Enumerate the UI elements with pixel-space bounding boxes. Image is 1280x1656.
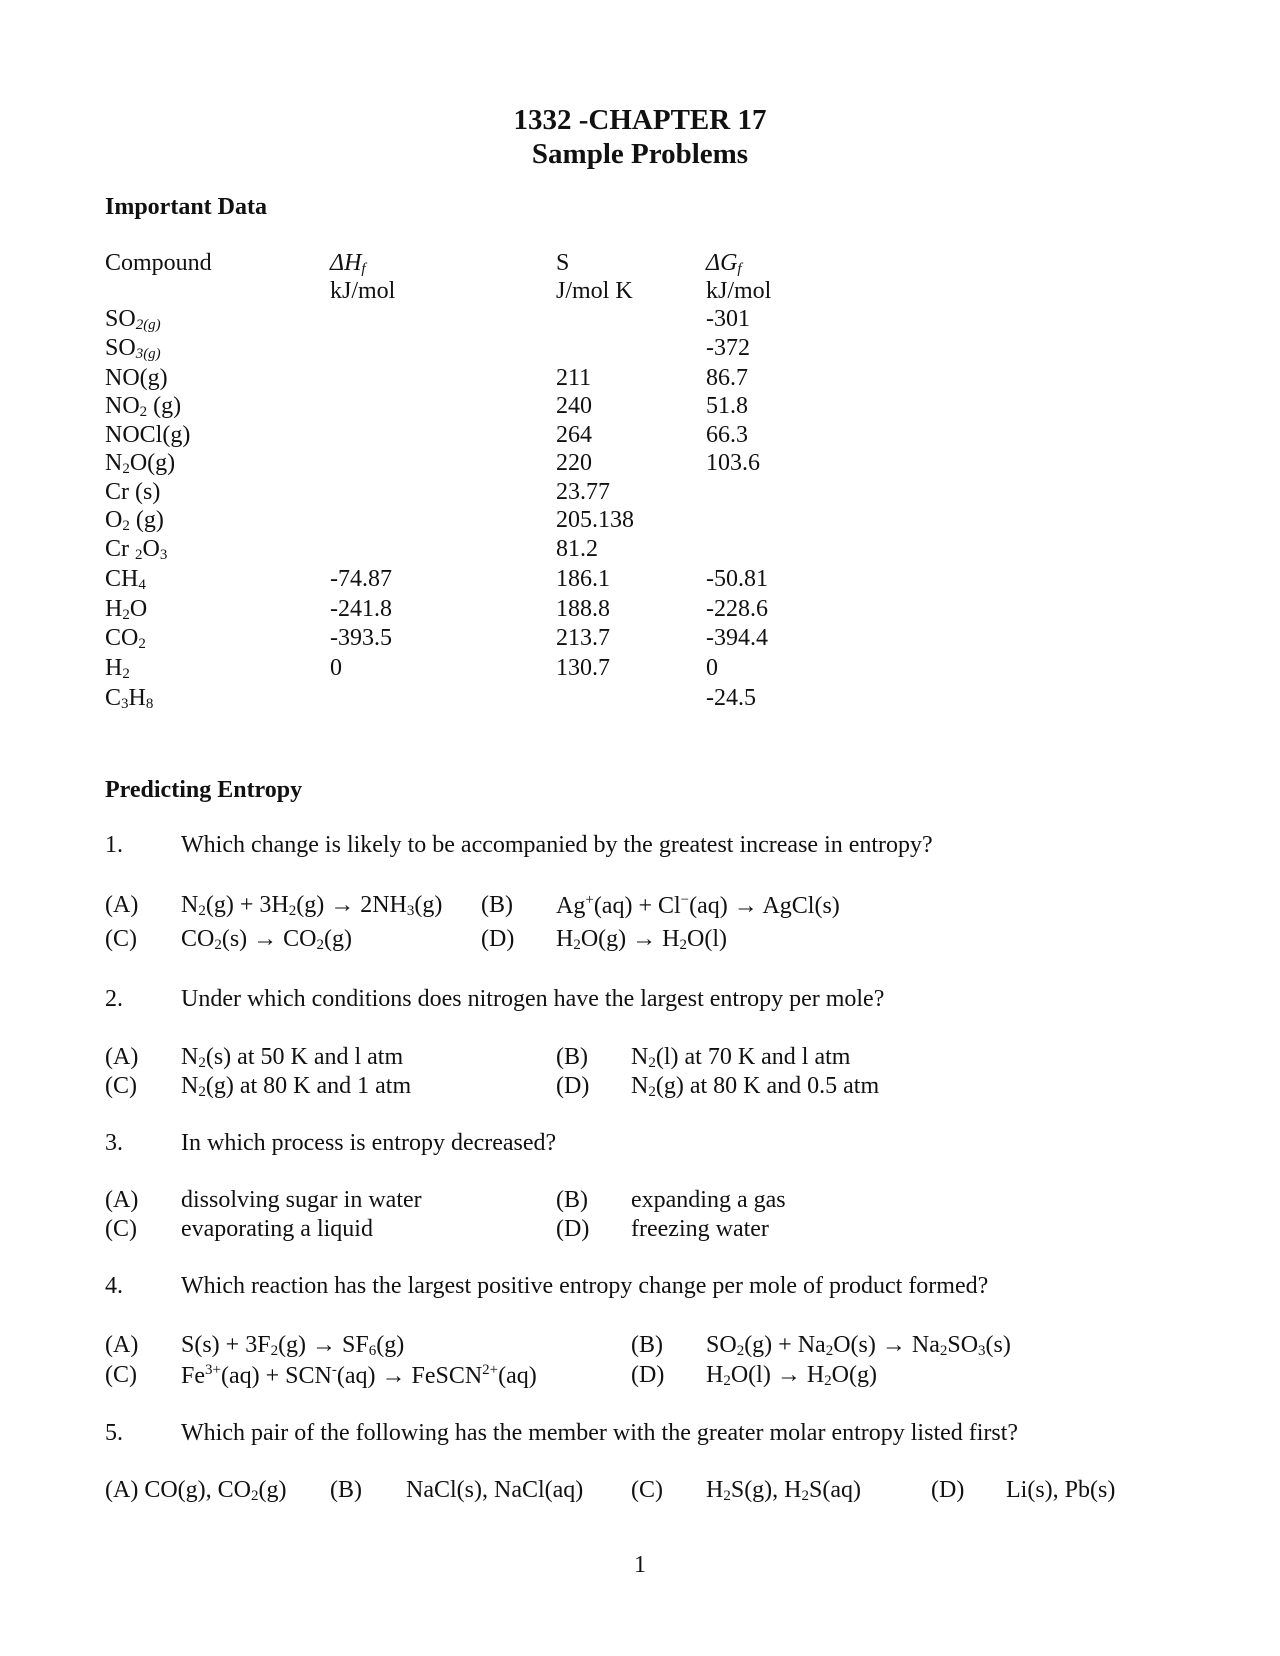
option-d-text: $N_2(g)$ at 80 K and 0.5 atm — [631, 1073, 880, 1100]
table-row-compound: $H_2$ — [105, 655, 130, 682]
option-label: (D) — [481, 926, 515, 952]
col-dh-header: $\Delta H_f$ — [330, 250, 366, 277]
option-c-text: $N_2(g)$ at 80 K and 1 atm — [181, 1073, 412, 1100]
table-cell-dh: -393.5 — [330, 625, 392, 651]
col-dg-header: $\Delta G_f$ — [706, 250, 742, 277]
question-text: In which process is entropy decreased? — [181, 1130, 557, 1156]
table-cell-s: 186.1 — [556, 566, 610, 592]
option-label: (D) — [556, 1073, 590, 1099]
question-text: Which pair of the following has the member with the greater molar entropy listed first? — [181, 1420, 1019, 1446]
table-cell-dg: 103.6 — [706, 450, 760, 476]
table-cell-s: 240 — [556, 393, 592, 419]
table-cell-s: 205.138 — [556, 507, 634, 533]
question-number: 2. — [105, 986, 123, 1012]
table-cell-s: 213.7 — [556, 625, 610, 651]
table-cell-dg: -24.5 — [706, 685, 756, 711]
option-label: (A) — [105, 1187, 139, 1213]
question-text: Which reaction has the largest positive entropy change per mole of product formed? — [181, 1273, 989, 1299]
question-number: 3. — [105, 1130, 123, 1156]
table-row-compound: $SO_{2(g)}$ — [105, 306, 161, 333]
question-text: Under which conditions does nitrogen have the largest entropy per mole? — [181, 986, 885, 1012]
option-label: (B) — [481, 892, 513, 918]
option-a-reaction: $N_2(g) + 3H_2(g) \to 2NH_3(g)$ — [181, 892, 443, 919]
question-number: 5. — [105, 1420, 123, 1446]
table-row-compound: $CH_4$ — [105, 566, 146, 593]
option-label: (D) — [556, 1216, 590, 1242]
table-cell-dg: -50.81 — [706, 566, 768, 592]
option-c-text: $H_2S(g)$, $H_2S(aq)$ — [706, 1477, 861, 1504]
table-cell-dh: 0 — [330, 655, 342, 681]
option-label: (B) — [556, 1044, 588, 1070]
option-label: (A) — [105, 1044, 139, 1070]
page-title: 1332 -CHAPTER 17 — [513, 104, 767, 136]
option-a-text: (A) CO(g), $CO_2(g)$ — [105, 1477, 287, 1504]
table-row-compound: $SO_{3(g)}$ — [105, 335, 161, 362]
table-cell-dg: -228.6 — [706, 596, 768, 622]
option-c-reaction: $Fe^{3+}(aq) + SCN^-(aq)$ → FeSCN$^{2+}$(aq) — [181, 1362, 537, 1389]
important-data-heading: Important Data — [105, 194, 267, 220]
table-cell-s: 130.7 — [556, 655, 610, 681]
option-d-reaction: $H_2O(g) \to H_2O(l)$ — [556, 926, 727, 953]
col-compound-header: Compound — [105, 250, 212, 276]
option-label: (B) — [556, 1187, 588, 1213]
option-d-reaction: $H_2O(l) \to H_2O(g)$ — [706, 1362, 877, 1389]
table-row-compound: NOCl(g) — [105, 422, 191, 448]
table-row-compound: $CO_2$ — [105, 625, 146, 652]
option-label: (A) — [105, 892, 139, 918]
col-dg-unit: kJ/mol — [706, 278, 772, 304]
option-d-text: Li(s), Pb(s) — [1006, 1477, 1116, 1503]
option-a-text: dissolving sugar in water — [181, 1187, 422, 1213]
option-b-text: NaCl(s), NaCl(aq) — [406, 1477, 584, 1503]
table-cell-dg: 0 — [706, 655, 718, 681]
table-cell-dg: -394.4 — [706, 625, 768, 651]
question-number: 1. — [105, 832, 123, 858]
col-dh-unit: kJ/mol — [330, 278, 396, 304]
table-cell-s: 81.2 — [556, 536, 598, 562]
table-row-compound: Cr $_2O_3$ — [105, 536, 168, 563]
table-cell-dg: -301 — [706, 306, 750, 332]
table-cell-dg: -372 — [706, 335, 750, 361]
predicting-entropy-heading: Predicting Entropy — [105, 777, 303, 803]
option-label: (C) — [105, 926, 137, 952]
option-label: (C) — [105, 1362, 137, 1388]
table-cell-dg: 86.7 — [706, 365, 748, 391]
table-cell-dg: 66.3 — [706, 422, 748, 448]
page-number: 1 — [634, 1552, 646, 1578]
table-row-compound: $C_3H_8$ — [105, 685, 154, 712]
table-cell-dh: -241.8 — [330, 596, 392, 622]
table-row-compound: $NO_2$ (g) — [105, 393, 182, 420]
option-label: (C) — [105, 1073, 137, 1099]
option-label: (C) — [631, 1477, 663, 1503]
option-label: (A) — [105, 1332, 139, 1358]
table-cell-s: 220 — [556, 450, 592, 476]
option-a-reaction: $S(s) + 3F_2(g) \to SF_6(g)$ — [181, 1332, 405, 1359]
option-b-text: $N_2(l)$ at 70 K and l atm — [631, 1044, 851, 1071]
table-cell-dg: 51.8 — [706, 393, 748, 419]
col-s-unit: J/mol K — [556, 278, 633, 304]
col-s-header: S — [556, 250, 570, 276]
option-d-text: freezing water — [631, 1216, 769, 1242]
question-number: 4. — [105, 1273, 123, 1299]
option-a-text: $N_2(s)$ at 50 K and l atm — [181, 1044, 404, 1071]
option-b-reaction: Ag+(aq) + Cl−(aq) → AgCl(s) — [556, 892, 840, 919]
table-cell-s: 264 — [556, 422, 592, 448]
table-row-compound: $N_2O(g)$ — [105, 450, 176, 477]
table-row-compound: $H_2O$ — [105, 596, 148, 623]
option-c-reaction: $CO_2(s) \to CO_2(g)$ — [181, 926, 352, 953]
option-b-reaction: $SO_2(g) + Na_2O(s) \to Na_2SO_3(s)$ — [706, 1332, 1011, 1359]
question-text: Which change is likely to be accompanied by the greatest increase in entropy? — [181, 832, 933, 858]
table-cell-s: 23.77 — [556, 479, 610, 505]
table-cell-s: 188.8 — [556, 596, 610, 622]
page-subtitle: Sample Problems — [531, 138, 749, 170]
option-label: (D) — [631, 1362, 665, 1388]
table-row-compound: $O_2$ (g) — [105, 507, 164, 534]
option-b-text: expanding a gas — [631, 1187, 786, 1213]
option-label: (B) — [330, 1477, 362, 1503]
table-row-compound: Cr (s) — [105, 479, 161, 505]
table-row-compound: NO(g) — [105, 365, 168, 391]
option-label: (C) — [105, 1216, 137, 1242]
option-label: (B) — [631, 1332, 663, 1358]
option-c-text: evaporating a liquid — [181, 1216, 373, 1242]
table-cell-s: 211 — [556, 365, 592, 391]
option-label: (D) — [931, 1477, 965, 1503]
table-cell-dh: -74.87 — [330, 566, 392, 592]
